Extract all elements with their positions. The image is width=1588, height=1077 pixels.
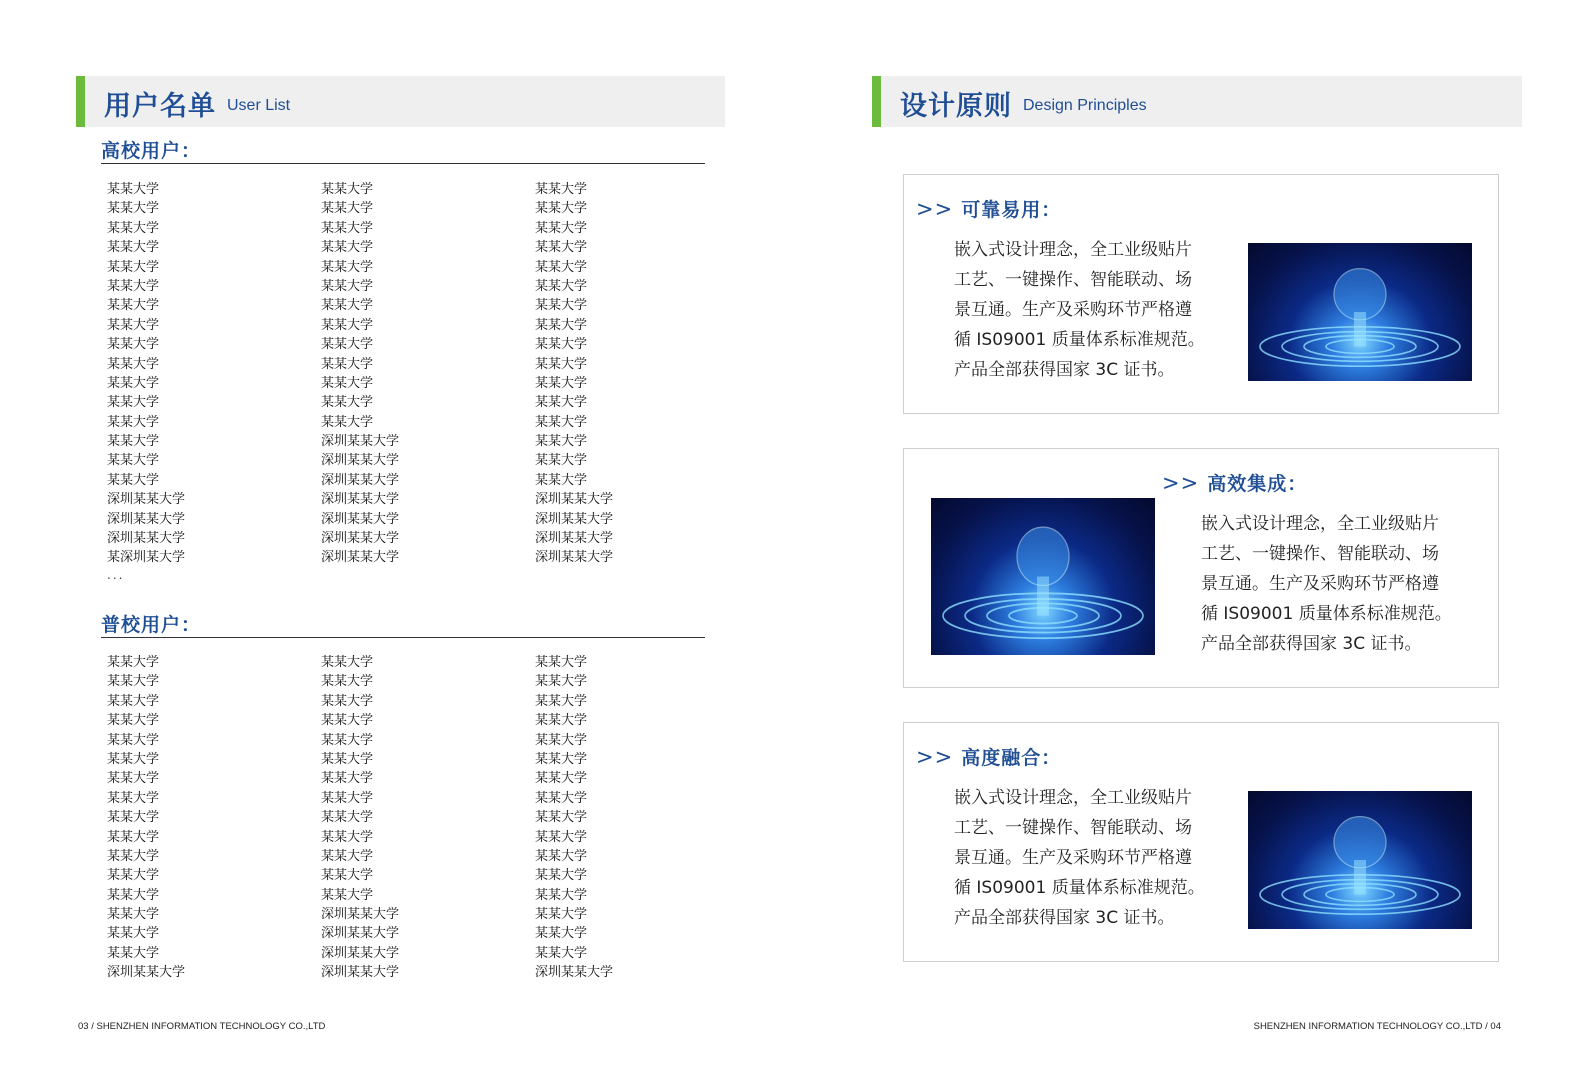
university-list-item: 深圳某某大学 — [535, 550, 614, 566]
university-list-item: 某某大学 — [107, 887, 160, 903]
card-description — [954, 783, 1226, 933]
desc-line: 工艺、一键操作、智能联动、场 — [1201, 544, 1439, 564]
university-users-heading — [101, 136, 705, 164]
card-heading-text: 高度融合： — [961, 747, 1062, 769]
university-list-item: 某某大学 — [535, 751, 588, 767]
university-list-item: 某某大学 — [535, 240, 588, 256]
principle-card-fusion — [903, 722, 1499, 962]
university-list-item: 某某大学 — [107, 771, 160, 787]
desc-line: 嵌入式设计理念，全工业级贴片 — [1201, 514, 1439, 534]
university-list-item: 某某大学 — [107, 182, 160, 197]
university-list-item: 某某大学 — [535, 771, 588, 787]
university-list-item: 深圳某某大学 — [107, 965, 186, 981]
card-heading — [916, 195, 1061, 222]
university-list-item: 某某大学 — [535, 790, 588, 806]
university-list-item: 某某大学 — [321, 337, 374, 353]
university-list-item: 某某大学 — [321, 201, 374, 217]
university-list-item: 某某大学 — [321, 693, 374, 709]
page-footer-left: 03 / SHENZHEN INFORMATION TECHNOLOGY CO.,LTD — [78, 1021, 326, 1032]
university-list-item: 某某大学 — [107, 868, 160, 884]
university-list-item: 某某大学 — [107, 907, 160, 923]
university-list-item: 深圳某某大学 — [321, 926, 400, 942]
university-list-item: 某某大学 — [107, 790, 160, 806]
university-list-item: 某某大学 — [535, 926, 588, 942]
university-list-item: 某某大学 — [535, 337, 588, 353]
card-heading-text: 高效集成： — [1207, 473, 1308, 495]
university-list-item: 某某大学 — [321, 375, 374, 391]
university-list-item: 某某大学 — [321, 298, 374, 314]
page-title-en: User List — [227, 97, 291, 114]
university-list-item: 某某大学 — [321, 848, 374, 864]
university-list-item: 某某大学 — [321, 317, 374, 333]
general-school-users-list — [107, 653, 707, 983]
university-list-item: 某某大学 — [107, 337, 160, 353]
university-list-item: 某某大学 — [107, 298, 160, 314]
desc-line: 循 IS09001 质量体系标准规范。 — [1201, 604, 1452, 624]
university-list-item: 某某大学 — [321, 259, 374, 275]
university-list-item: 某某大学 — [535, 414, 588, 430]
university-list-item: 某某大学 — [535, 201, 588, 217]
university-list-item: 某某大学 — [535, 356, 588, 372]
university-list-item: 某某大学 — [535, 693, 588, 709]
desc-line: 嵌入式设计理念，全工业级贴片 — [954, 240, 1192, 260]
university-list-item: 某某大学 — [535, 732, 588, 748]
university-list-item: 深圳某某大学 — [321, 531, 400, 547]
university-list-item: 某某大学 — [321, 674, 374, 690]
university-list-item: 某某大学 — [107, 240, 160, 256]
university-list-item: 某某大学 — [107, 810, 160, 826]
page-title-cn: 设计原则 — [900, 91, 1012, 122]
university-list-item: 某某大学 — [107, 926, 160, 942]
user-list-title-bar — [76, 76, 725, 127]
university-list-item: 某某大学 — [321, 414, 374, 430]
desc-line: 产品全部获得国家 3C 证书。 — [954, 908, 1175, 928]
university-list-item: 某某大学 — [321, 395, 374, 411]
right-page — [794, 0, 1588, 1077]
university-list-item: 某某大学 — [535, 434, 588, 450]
university-list-item: 某某大学 — [321, 829, 374, 845]
principle-card-reliable — [903, 174, 1499, 414]
general-school-users-heading — [101, 610, 705, 638]
university-list-item: 深圳某某大学 — [321, 434, 400, 450]
card-heading — [916, 743, 1061, 770]
university-list-item: 深圳某某大学 — [535, 511, 614, 527]
card-heading — [1162, 469, 1307, 496]
university-list-item: 某某大学 — [535, 278, 588, 294]
university-list-item: 深圳某某大学 — [321, 907, 400, 923]
university-list-item: 某某大学 — [321, 240, 374, 256]
university-list-item: 某某大学 — [535, 453, 588, 469]
desc-line: 景互通。生产及采购环节严格遵 — [954, 300, 1192, 320]
desc-line: 工艺、一键操作、智能联动、场 — [954, 270, 1192, 290]
university-list-item: 某深圳某大学 — [107, 550, 186, 566]
blue-earth-hologram-image — [1248, 791, 1472, 929]
section-heading-text: 高校用户： — [101, 140, 202, 162]
blue-earth-hologram-image — [1248, 243, 1472, 381]
university-list-item: 某某大学 — [107, 945, 160, 961]
university-list-item: 深圳某某大学 — [321, 492, 400, 508]
university-list-item: 某某大学 — [535, 848, 588, 864]
university-users-list — [107, 180, 707, 568]
university-list-item: 某某大学 — [535, 868, 588, 884]
more-ellipsis: ... — [107, 568, 125, 582]
desc-line: 循 IS09001 质量体系标准规范。 — [954, 878, 1205, 898]
university-list-item: 深圳某某大学 — [321, 472, 400, 488]
double-chevron-icon: >> — [1162, 471, 1200, 495]
university-list-item: 某某大学 — [535, 395, 588, 411]
university-list-item: 深圳某某大学 — [535, 492, 614, 508]
university-list-item: 某某大学 — [535, 317, 588, 333]
university-list-item: 某某大学 — [107, 317, 160, 333]
university-list-item: 某某大学 — [321, 868, 374, 884]
university-list-item: 某某大学 — [107, 829, 160, 845]
desc-line: 产品全部获得国家 3C 证书。 — [954, 360, 1175, 380]
university-list-item: 某某大学 — [107, 259, 160, 275]
page-title-en: Design Principles — [1023, 97, 1147, 114]
university-list-item: 某某大学 — [321, 713, 374, 729]
section-heading-text: 普校用户： — [101, 614, 202, 636]
university-list-item: 某某大学 — [107, 453, 160, 469]
university-list-item: 某某大学 — [321, 732, 374, 748]
university-list-item: 某某大学 — [321, 771, 374, 787]
desc-line: 工艺、一键操作、智能联动、场 — [954, 818, 1192, 838]
university-list-item: 某某大学 — [535, 472, 588, 488]
university-list-item: 某某大学 — [535, 182, 588, 197]
university-list-item: 深圳某某大学 — [107, 531, 186, 547]
university-list-item: 某某大学 — [535, 375, 588, 391]
page-title-cn: 用户名单 — [104, 91, 216, 122]
university-list-item: 某某大学 — [107, 655, 160, 670]
page-footer-right: SHENZHEN INFORMATION TECHNOLOGY CO.,LTD / 04 — [1253, 1021, 1501, 1032]
university-list-item: 某某大学 — [535, 674, 588, 690]
blue-earth-hologram-image — [931, 498, 1155, 655]
university-list-item: 某某大学 — [535, 887, 588, 903]
university-list-item: 某某大学 — [535, 298, 588, 314]
university-list-item: 深圳某某大学 — [321, 945, 400, 961]
desc-line: 景互通。生产及采购环节严格遵 — [1201, 574, 1439, 594]
university-list-item: 深圳某某大学 — [321, 453, 400, 469]
university-list-item: 某某大学 — [321, 356, 374, 372]
university-list-item: 某某大学 — [107, 751, 160, 767]
university-list-item: 某某大学 — [535, 810, 588, 826]
university-list-item: 深圳某某大学 — [321, 965, 400, 981]
university-list-item: 某某大学 — [535, 713, 588, 729]
university-list-item: 某某大学 — [107, 201, 160, 217]
university-list-item: 深圳某某大学 — [321, 511, 400, 527]
university-list-item: 某某大学 — [107, 472, 160, 488]
university-list-item: 某某大学 — [321, 278, 374, 294]
university-list-item: 某某大学 — [535, 945, 588, 961]
university-list-item: 某某大学 — [107, 713, 160, 729]
university-list-item: 某某大学 — [321, 655, 374, 670]
university-list-item: 某某大学 — [321, 220, 374, 236]
card-description — [954, 235, 1226, 385]
university-list-item: 某某大学 — [107, 848, 160, 864]
university-list-item: 某某大学 — [107, 693, 160, 709]
university-list-item: 某某大学 — [535, 655, 588, 670]
university-list-item: 某某大学 — [107, 674, 160, 690]
university-list-item: 某某大学 — [321, 790, 374, 806]
university-list-item: 某某大学 — [321, 887, 374, 903]
university-list-item: 某某大学 — [321, 810, 374, 826]
university-list-item: 深圳某某大学 — [535, 965, 614, 981]
university-list-item: 某某大学 — [107, 732, 160, 748]
university-list-item: 某某大学 — [535, 907, 588, 923]
card-description — [1201, 509, 1473, 659]
university-list-item: 某某大学 — [321, 751, 374, 767]
university-list-item: 某某大学 — [535, 259, 588, 275]
university-list-item: 某某大学 — [107, 220, 160, 236]
double-chevron-icon: >> — [916, 197, 954, 221]
university-list-item: 深圳某某大学 — [321, 550, 400, 566]
university-list-item: 某某大学 — [535, 220, 588, 236]
design-principles-title-bar — [872, 76, 1522, 127]
university-list-item: 某某大学 — [107, 395, 160, 411]
university-list-item: 深圳某某大学 — [535, 531, 614, 547]
desc-line: 景互通。生产及采购环节严格遵 — [954, 848, 1192, 868]
university-list-item: 深圳某某大学 — [107, 511, 186, 527]
desc-line: 嵌入式设计理念，全工业级贴片 — [954, 788, 1192, 808]
desc-line: 产品全部获得国家 3C 证书。 — [1201, 634, 1422, 654]
university-list-item: 某某大学 — [107, 434, 160, 450]
desc-line: 循 IS09001 质量体系标准规范。 — [954, 330, 1205, 350]
university-list-item: 深圳某某大学 — [107, 492, 186, 508]
university-list-item: 某某大学 — [107, 414, 160, 430]
university-list-item: 某某大学 — [107, 356, 160, 372]
double-chevron-icon: >> — [916, 745, 954, 769]
university-list-item: 某某大学 — [321, 182, 374, 197]
university-list-item: 某某大学 — [107, 375, 160, 391]
university-list-item: 某某大学 — [535, 829, 588, 845]
principle-card-integration — [903, 448, 1499, 688]
card-heading-text: 可靠易用： — [961, 199, 1062, 221]
university-list-item: 某某大学 — [107, 278, 160, 294]
